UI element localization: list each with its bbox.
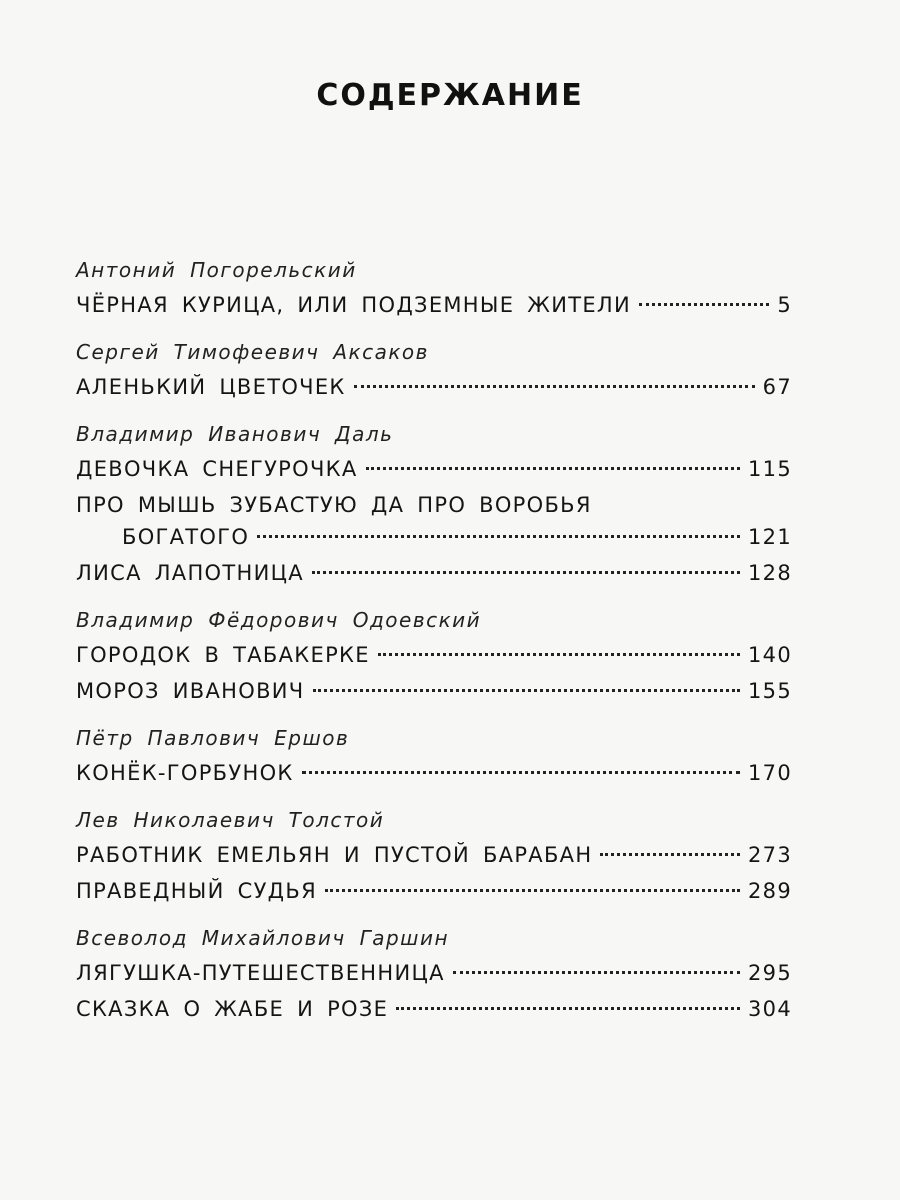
author-name: Владимир Иванович Даль [76,422,394,446]
entry-title: МОРОЗ ИВАНОВИЧ [76,679,305,703]
toc-entry[interactable] [76,290,792,320]
dot-leader [639,303,769,306]
toc-entry-line-2[interactable] [76,522,792,552]
author-name: Сергей Тимофеевич Аксаков [76,340,429,364]
toc-entry[interactable] [76,676,792,706]
toc-entry-line-1[interactable] [76,490,792,520]
toc-entry[interactable] [76,454,792,484]
entry-title: ЛЯГУШКА-ПУТЕШЕСТВЕННИЦА [76,961,445,985]
dot-leader [354,385,755,388]
entry-title: АЛЕНЬКИЙ ЦВЕТОЧЕК [76,375,346,399]
entry-title: СКАЗКА О ЖАБЕ И РОЗЕ [76,997,389,1021]
entry-title: ЧЁРНАЯ КУРИЦА, ИЛИ ПОДЗЕМНЫЕ ЖИТЕЛИ [76,293,632,317]
toc-entry[interactable] [76,958,792,988]
toc-entry[interactable] [76,558,792,588]
dot-leader [312,571,740,574]
page-number: 128 [748,561,792,585]
page-number: 304 [748,997,792,1021]
author-name: Всеволод Михайлович Гаршин [76,926,450,950]
page-number: 155 [748,679,792,703]
dot-leader [396,1007,740,1010]
entry-title: ПРО МЫШЬ ЗУБАСТУЮ ДА ПРО ВОРОБЬЯ [76,493,592,517]
author-name: Владимир Фёдорович Одоевский [76,608,482,632]
entry-title: ПРАВЕДНЫЙ СУДЬЯ [76,879,317,903]
toc-entry[interactable] [76,994,792,1024]
author-name: Пётр Павлович Ершов [76,726,350,750]
dot-leader [453,971,740,974]
dot-leader [600,853,740,856]
page-title: СОДЕРЖАНИЕ [316,78,584,113]
page-number: 5 [777,293,792,317]
toc-entry[interactable] [76,640,792,670]
toc-entry[interactable] [76,876,792,906]
entry-title: КОНЁК-ГОРБУНОК [76,761,294,785]
dot-leader [378,653,740,656]
entry-title: ГОРОДОК В ТАБАКЕРКЕ [76,643,370,667]
dot-leader [366,467,740,470]
page-number: 170 [748,761,792,785]
entry-title-continued: БОГАТОГО [122,525,250,549]
page-number: 121 [748,525,792,549]
page-number: 295 [748,961,792,985]
page-number: 273 [748,843,792,867]
dot-leader [325,889,740,892]
author-name: Антоний Погорельский [76,258,357,282]
page-number: 67 [762,375,792,399]
page-number: 115 [748,457,792,481]
entry-title: РАБОТНИК ЕМЕЛЬЯН И ПУСТОЙ БАРАБАН [76,843,593,867]
toc-entry[interactable] [76,372,792,402]
author-name: Лев Николаевич Толстой [76,808,385,832]
table-of-contents [76,256,792,1024]
dot-leader [302,771,740,774]
dot-leader [257,535,740,538]
entry-title: ДЕВОЧКА СНЕГУРОЧКА [76,457,358,481]
toc-entry[interactable] [76,840,792,870]
toc-entry[interactable] [76,758,792,788]
page-number: 289 [748,879,792,903]
entry-title: ЛИСА ЛАПОТНИЦА [76,561,304,585]
page-number: 140 [748,643,792,667]
dot-leader [313,689,741,692]
